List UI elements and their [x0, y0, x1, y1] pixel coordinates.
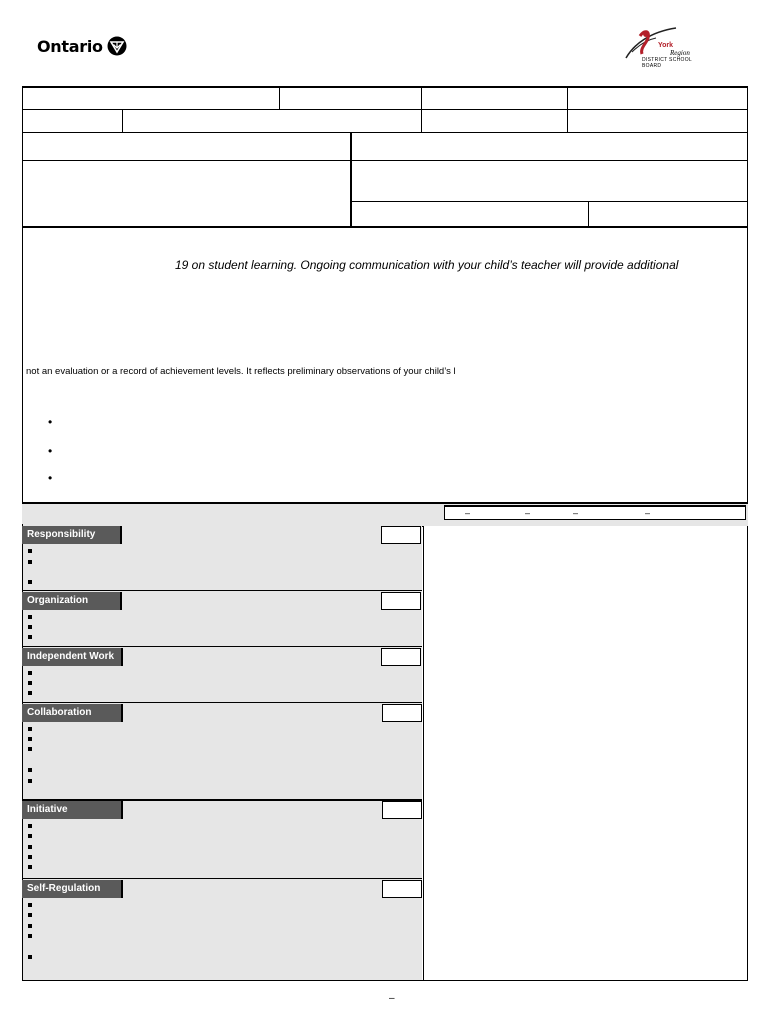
info-grid-divider: [588, 201, 589, 226]
skill-label-initiative: Initiative: [22, 801, 123, 819]
intro-normal-text: not an evaluation or a record of achievement levels. It reflects preliminary observations of your child’s l: [26, 366, 456, 377]
rating-input-self-regulation[interactable]: [382, 880, 422, 898]
skill-section-divider: [22, 646, 422, 647]
skill-bullet: [28, 824, 32, 828]
board-logo-word: York: [658, 42, 674, 49]
intro-bullet: •: [48, 444, 53, 458]
skill-bullet: [28, 671, 32, 675]
skill-bullet: [28, 560, 32, 564]
rating-mark: –: [645, 508, 651, 518]
board-logo-word2: Region: [670, 49, 690, 57]
skill-bullet: [28, 768, 32, 772]
skill-bullet: [28, 727, 32, 731]
skill-bullet: [28, 855, 32, 859]
skill-bullet: [28, 580, 32, 584]
outer-left-border: [22, 86, 23, 502]
skill-bullet: [28, 903, 32, 907]
skill-label-independent-work: Independent Work: [22, 648, 123, 666]
info-grid-bottom-border: [22, 226, 748, 228]
skill-label-collaboration: Collaboration: [22, 704, 123, 722]
info-grid-line: [22, 160, 748, 161]
footer-mark: –: [389, 993, 395, 1004]
rating-mark: –: [465, 508, 471, 518]
rating-input-organization[interactable]: [381, 592, 421, 610]
skill-label-responsibility: Responsibility: [22, 526, 122, 544]
skill-label-self-regulation: Self-Regulation: [22, 880, 123, 898]
info-grid-divider: [350, 132, 352, 227]
rating-input-collaboration[interactable]: [382, 704, 422, 722]
outer-right-border: [747, 86, 748, 502]
skill-bullet: [28, 549, 32, 553]
rating-input-initiative[interactable]: [382, 801, 422, 819]
info-grid-line: [350, 201, 748, 202]
rating-input-independent-work[interactable]: [381, 648, 421, 666]
skill-bullet: [28, 681, 32, 685]
info-grid-divider: [122, 109, 123, 132]
skill-bullet: [28, 737, 32, 741]
ontario-logo-text: Ontario: [37, 36, 103, 56]
skill-bullet: [28, 955, 32, 959]
info-grid-divider: [421, 86, 422, 132]
info-grid-top-border: [22, 86, 748, 88]
skill-bullet: [28, 924, 32, 928]
skill-bullet: [28, 747, 32, 751]
info-grid-divider: [279, 86, 280, 109]
skill-section-divider: [22, 590, 422, 591]
skill-label-organization: Organization: [22, 592, 122, 610]
skill-bullet: [28, 913, 32, 917]
intro-bullet: •: [48, 415, 53, 429]
rating-mark: –: [525, 508, 531, 518]
panel-bottom-border: [22, 980, 748, 981]
rating-input-responsibility[interactable]: [381, 526, 421, 544]
board-logo-small-text: DISTRICT SCHOOL BOARD: [642, 57, 692, 69]
skill-section-divider: [22, 878, 422, 879]
comments-panel[interactable]: [423, 526, 748, 980]
rating-mark: –: [573, 508, 579, 518]
skill-bullet: [28, 845, 32, 849]
skill-bullet: [28, 691, 32, 695]
skill-bullet: [28, 779, 32, 783]
trillium-icon: [107, 36, 127, 56]
intro-bullet: •: [48, 471, 53, 485]
ontario-logo: [37, 36, 127, 56]
skill-bullet: [28, 625, 32, 629]
skill-bullet: [28, 834, 32, 838]
skill-bullet: [28, 934, 32, 938]
intro-italic-text: 19 on student learning. Ongoing communication with your child’s teacher will provide additional: [175, 258, 679, 272]
info-grid-line: [22, 109, 748, 110]
york-region-logo: [620, 24, 698, 69]
rating-key-box: [444, 505, 746, 520]
skill-section-divider: [22, 702, 422, 703]
skill-bullet: [28, 635, 32, 639]
info-grid-divider: [567, 86, 568, 132]
skill-bullet: [28, 865, 32, 869]
skill-bullet: [28, 615, 32, 619]
info-grid-line: [22, 132, 748, 133]
